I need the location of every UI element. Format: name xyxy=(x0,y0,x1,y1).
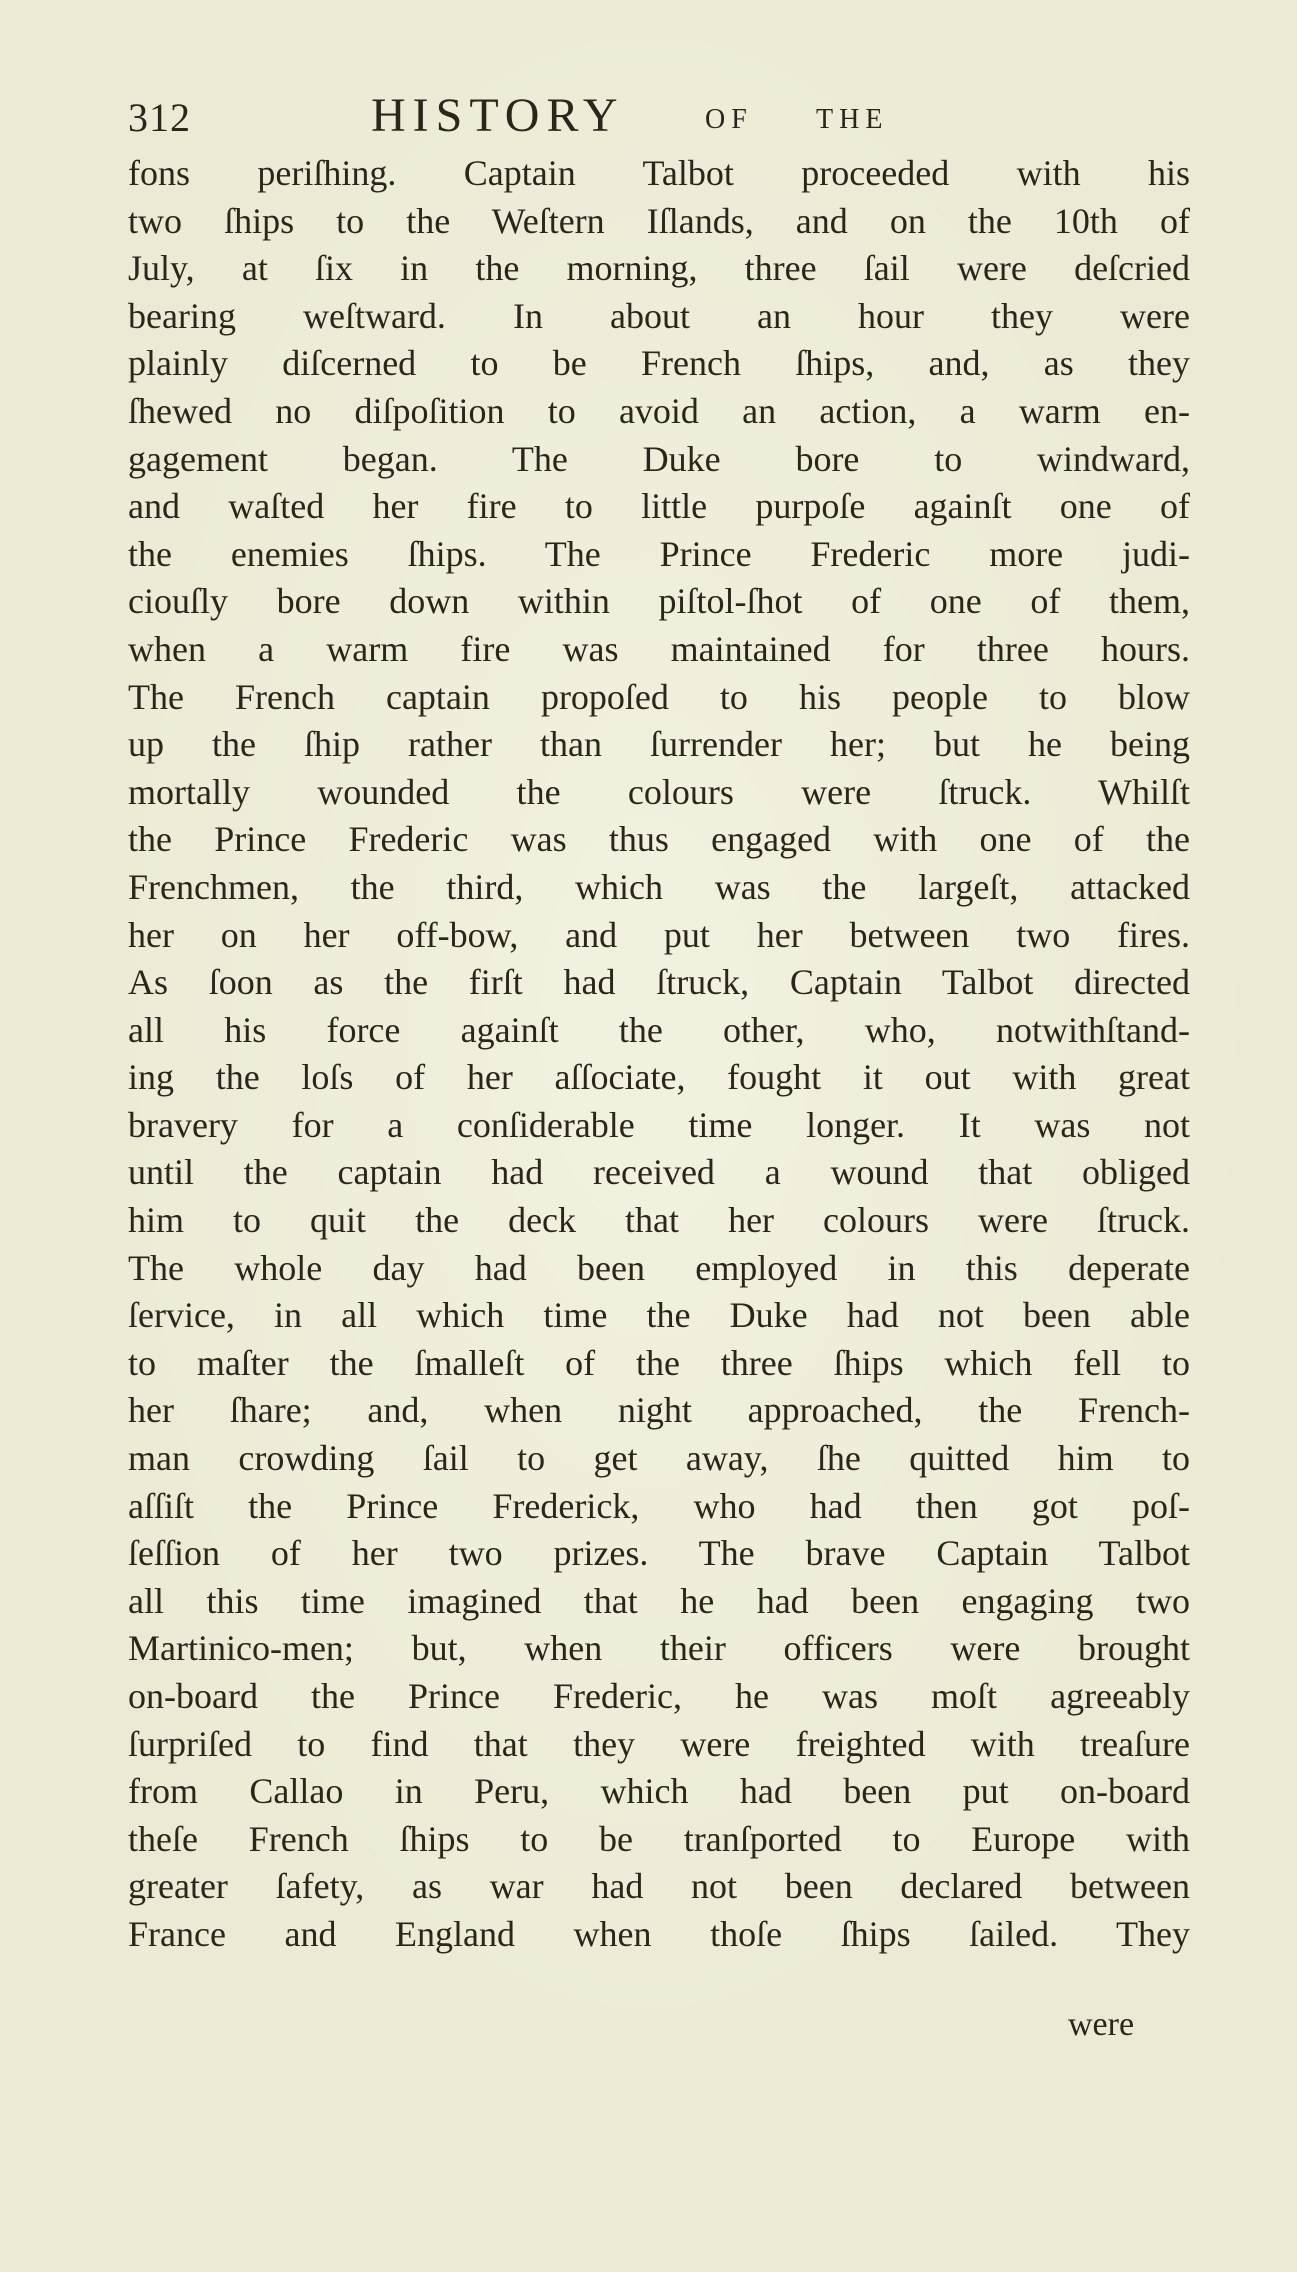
running-header xyxy=(128,88,1188,148)
text-line: ſervice, in all which time the Duke had not been able xyxy=(128,1295,1190,1336)
page-number: 312 xyxy=(128,95,191,140)
text-line: fons periſhing. Captain Talbot proceeded with his xyxy=(128,153,1190,193)
text-line: on-board the Prince Frederic, he was moſt agreeably xyxy=(128,1676,1190,1716)
text-line: Frenchmen, the third, which was the largeſt, attacked xyxy=(128,866,1190,907)
text-line: gagement began. The Duke bore to windward, xyxy=(128,438,1190,479)
text-line: The French captain propoſed to his people to blow xyxy=(128,676,1190,717)
text-line: theſe French ſhips to be tranſported to Europe with xyxy=(128,1818,1190,1859)
text-line: all his force againſt the other, who, notwithſtand- xyxy=(128,1009,1190,1050)
text-line: until the captain had received a wound that obliged xyxy=(128,1152,1190,1193)
text-line: greater ſafety, as war had not been declared between xyxy=(128,1866,1190,1907)
text-line: all this time imagined that he had been engaging two xyxy=(128,1580,1190,1621)
text-line: ciouſly bore down within piſtol-ſhot of one of them, xyxy=(128,581,1190,622)
text-line: aſſiſt the Prince Frederick, who had then got poſ- xyxy=(128,1485,1190,1526)
running-title-the: THE xyxy=(816,104,889,135)
text-line: July, at ſix in the morning, three ſail were deſcried xyxy=(128,248,1190,289)
text-line: her on her off-bow, and put her between two fires. xyxy=(128,914,1190,955)
text-line: up the ſhip rather than ſurrender her; but he being xyxy=(128,724,1190,765)
text-line: ing the loſs of her aſſociate, fought it out with great xyxy=(128,1057,1190,1098)
text-line: man crowding ſail to get away, ſhe quitted him to xyxy=(128,1438,1190,1479)
text-line: when a warm fire was maintained for three hours. xyxy=(128,628,1190,669)
text-line: two ſhips to the Weſtern Iſlands, and on the 10th of xyxy=(128,200,1190,241)
text-line: him to quit the deck that her colours were ſtruck. xyxy=(128,1200,1190,1241)
body-text xyxy=(128,150,1190,1959)
text-line: ſhewed no diſpoſition to avoid an action, a warm en- xyxy=(128,390,1190,431)
text-line: As ſoon as the firſt had ſtruck, Captain Talbot directed xyxy=(128,962,1190,1003)
text-line: France and England when thoſe ſhips ſailed. They xyxy=(128,1913,1190,1954)
text-line: and waſted her fire to little purpoſe againſt one of xyxy=(128,486,1190,527)
text-line: mortally wounded the colours were ſtruck. Whilſt xyxy=(128,771,1190,812)
text-line: The whole day had been employed in this deperate xyxy=(128,1247,1190,1288)
text-line: to maſter the ſmalleſt of the three ſhips which fell to xyxy=(128,1342,1190,1383)
text-line: bearing weſtward. In about an hour they were xyxy=(128,295,1190,336)
text-line: the enemies ſhips. The Prince Frederic more judi- xyxy=(128,533,1190,574)
text-line: ſurpriſed to find that they were freighted with treaſure xyxy=(128,1723,1190,1764)
text-line: from Callao in Peru, which had been put on-board xyxy=(128,1771,1190,1812)
text-line: ſeſſion of her two prizes. The brave Captain Talbot xyxy=(128,1533,1190,1574)
running-title-of: OF xyxy=(705,104,753,135)
text-line: her ſhare; and, when night approached, the French- xyxy=(128,1390,1190,1431)
text-line: bravery for a conſiderable time longer. It was not xyxy=(128,1104,1190,1145)
catchword: were xyxy=(1068,2006,1135,2043)
text-line: the Prince Frederic was thus engaged with one of the xyxy=(128,819,1190,860)
text-line: Martinico-men; but, when their officers were brought xyxy=(128,1628,1190,1669)
text-line: plainly diſcerned to be French ſhips, and, as they xyxy=(128,343,1190,384)
running-title: HISTORY xyxy=(371,89,625,142)
